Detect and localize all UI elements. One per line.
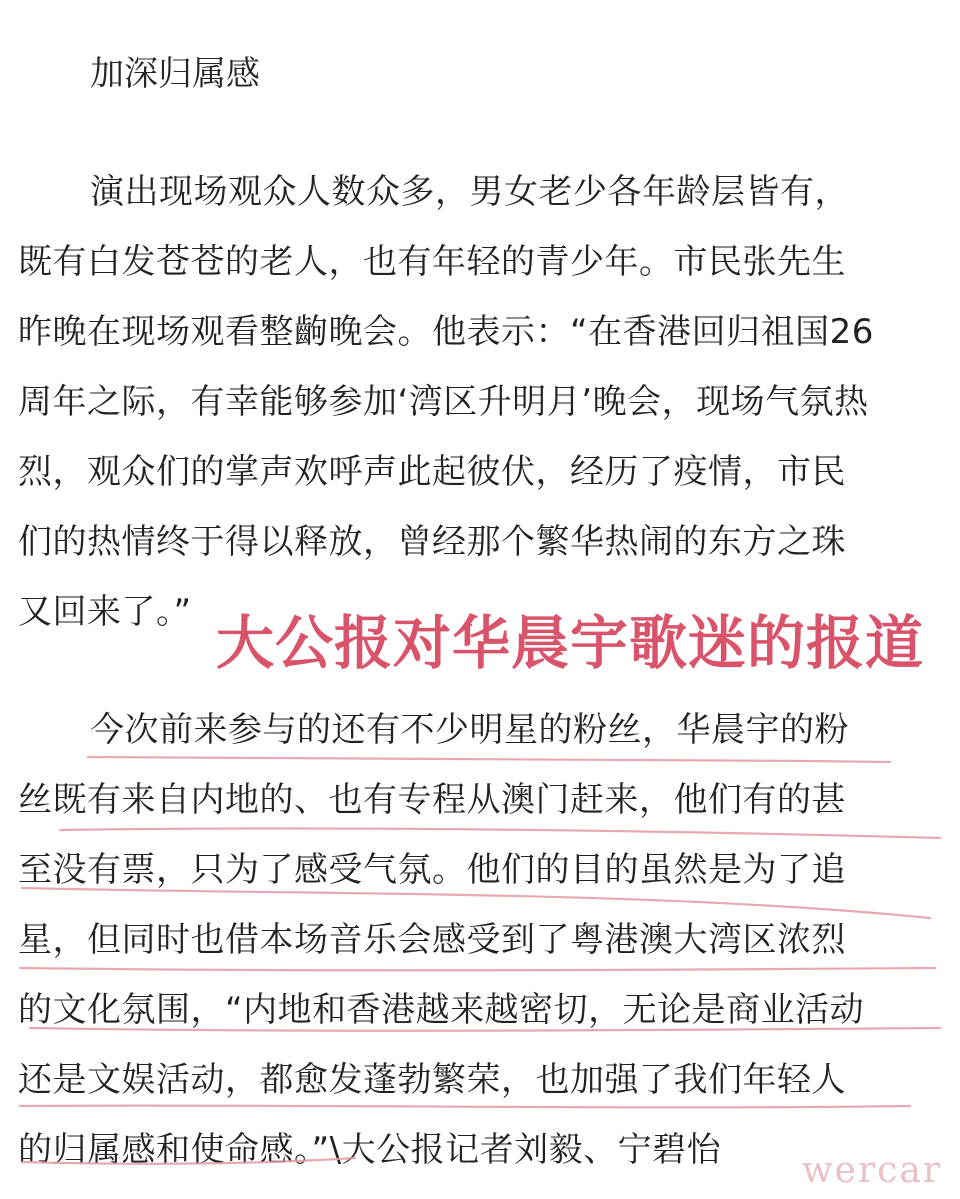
paragraph-2-line: 星，但同时也借本场音乐会感受到了粤港澳大湾区浓烈 <box>18 920 846 960</box>
underline-stroke <box>60 828 940 838</box>
underline-stroke <box>22 888 930 918</box>
paragraph-1-line: 演出现场观众人数众多，男女老少各年龄层皆有， <box>90 172 849 212</box>
paragraph-2-line: 丝既有来自内地的、也有专程从澳门赶来，他们有的甚 <box>18 780 846 820</box>
paragraph-1-line: 又回来了。” <box>18 592 192 632</box>
section-subheading: 加深归属感 <box>90 54 260 94</box>
underline-stroke <box>88 757 890 762</box>
paragraph-2-line: 的文化氛围，“内地和香港越来越密切，无论是商业活动 <box>18 990 865 1030</box>
paragraph-1-line: 既有白发苍苍的老人，也有年轻的青少年。市民张先生 <box>18 242 846 282</box>
paragraph-2-line: 今次前来参与的还有不少明星的粉丝，华晨宇的粉 <box>90 710 849 750</box>
annotation-overlay-text: 大公报对华晨宇歌迷的报道 <box>216 609 925 677</box>
paragraph-2-line: 的归属感和使命感。”\大公报记者刘毅、宁碧怡 <box>18 1130 722 1170</box>
paragraph-1-line: 昨晚在现场观看整齣晚会。他表示：“在香港回归祖国26 <box>18 312 874 352</box>
paragraph-1-line: 烈，观众们的掌声欢呼声此起彼伏，经历了疫情，市民 <box>18 452 846 492</box>
underline-stroke <box>20 968 935 970</box>
watermark: wercar <box>801 1150 942 1191</box>
paragraph-2-line: 还是文娱活动，都愈发蓬勃繁荣，也加强了我们年轻人 <box>18 1060 846 1100</box>
paragraph-1-line: 们的热情终于得以释放，曾经那个繁华热闹的东方之珠 <box>18 522 846 562</box>
paragraph-2-line: 至没有票，只为了感受气氛。他们的目的虽然是为了追 <box>18 850 846 890</box>
paragraph-1-line: 周年之际，有幸能够参加‘湾区升明月’晚会，现场气氛热 <box>18 382 869 422</box>
underline-stroke <box>20 1106 910 1108</box>
